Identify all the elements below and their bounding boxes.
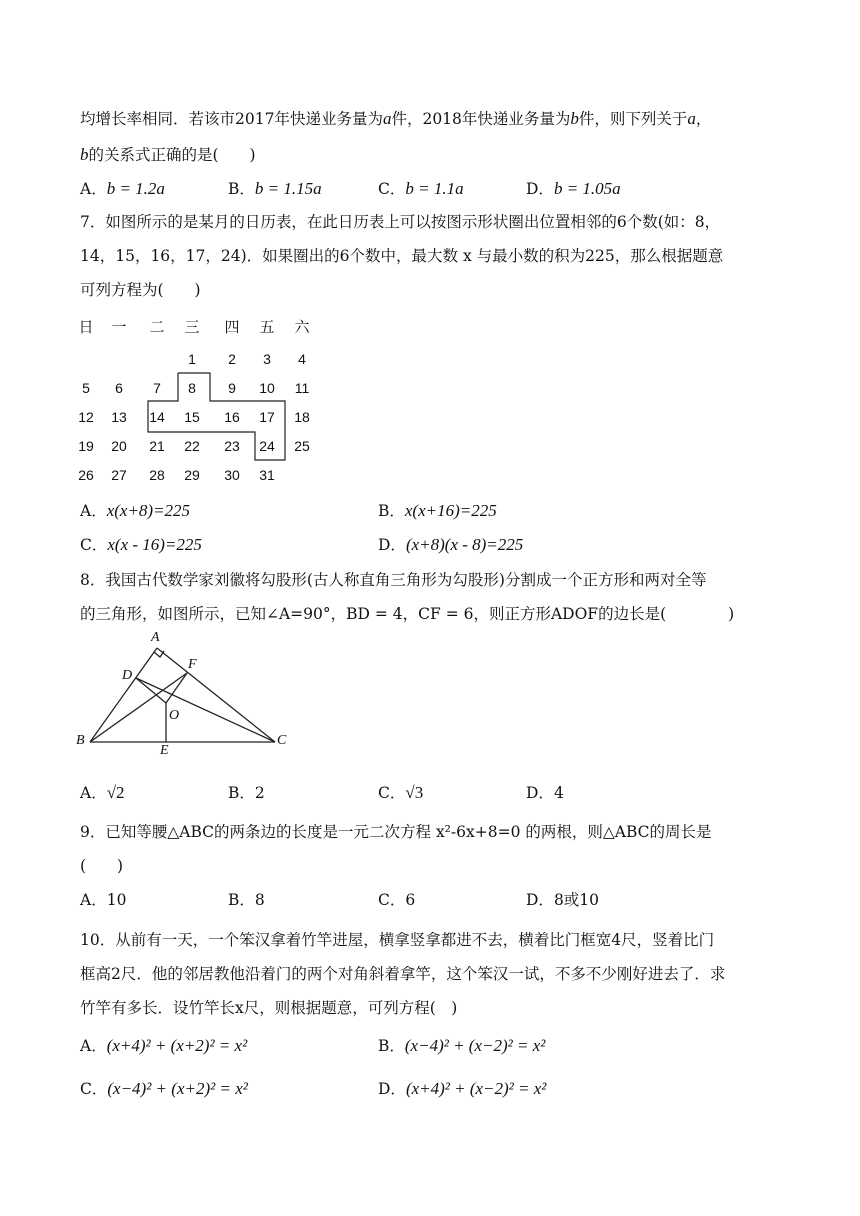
q6-text-d: ， xyxy=(695,110,712,128)
q6-var-b: b xyxy=(570,109,579,128)
q6-var-b2: b xyxy=(80,145,89,164)
q7-option-a: A．x(x+8)=225 xyxy=(80,501,191,520)
calendar-day: 14 xyxy=(149,409,165,425)
side-ab xyxy=(90,648,157,742)
label-f: F xyxy=(188,657,197,672)
calendar-day: 6 xyxy=(115,380,123,396)
calendar-day: 3 xyxy=(263,351,271,367)
q10-option-a: A．(x+4)² + (x+2)² = x² xyxy=(80,1036,248,1055)
calendar-day: 4 xyxy=(298,351,306,367)
calendar-day: 16 xyxy=(224,409,240,425)
calendar-header-5: 五 xyxy=(259,318,275,336)
q9-option-b: B．8 xyxy=(228,891,265,909)
q6-line-2 xyxy=(80,144,780,166)
calendar-outline xyxy=(70,312,340,492)
calendar-day: 13 xyxy=(111,409,127,425)
q9-options xyxy=(80,889,800,911)
calendar-day: 23 xyxy=(224,438,240,454)
calendar-day: 19 xyxy=(78,438,94,454)
q10-line-2: 框高2尺．他的邻居教他沿着门的两个对角斜着拿竿，这个笨汉一试，不多不少刚好进去了．求 xyxy=(80,965,726,983)
q6-var-a: a xyxy=(382,109,392,128)
calendar-day: 30 xyxy=(224,467,240,483)
q9-option-c: C．6 xyxy=(378,891,416,909)
q9-option-a: A．10 xyxy=(80,891,127,909)
calendar-day: 22 xyxy=(184,438,200,454)
calendar-day: 11 xyxy=(294,380,310,396)
calendar-day: 12 xyxy=(78,409,94,425)
q8-option-d: D．4 xyxy=(526,784,564,802)
label-o: O xyxy=(169,708,180,723)
q6-option-d: D．b = 1.05a xyxy=(526,179,621,198)
calendar-day: 29 xyxy=(184,467,200,483)
label-b: B xyxy=(76,733,85,748)
calendar-header-3: 三 xyxy=(184,318,200,336)
calendar-day: 18 xyxy=(294,409,310,425)
q7-options-row-1 xyxy=(80,500,800,522)
q7-option-d: D．(x+8)(x - 8)=225 xyxy=(378,535,524,554)
calendar-header-4: 四 xyxy=(224,318,240,336)
calendar-day: 8 xyxy=(188,380,196,396)
q9-option-d: D．8或10 xyxy=(526,891,600,909)
calendar-day: 20 xyxy=(111,438,127,454)
q6-text-c: 件，则下列关于 xyxy=(578,110,688,128)
segment-fo xyxy=(166,673,187,703)
calendar-figure xyxy=(70,312,340,492)
calendar-day: 28 xyxy=(149,467,165,483)
calendar-day: 9 xyxy=(228,380,236,396)
q6-option-a: A．b = 1.2a xyxy=(80,179,165,198)
label-a: A xyxy=(151,630,160,645)
q10-option-d: D．(x+4)² + (x−2)² = x² xyxy=(378,1079,547,1098)
q7-line-3: 可列方程为( ) xyxy=(80,281,201,299)
q8-option-a: A．√2 xyxy=(80,783,125,802)
calendar-header-0: 日 xyxy=(78,318,94,336)
q9-line-1: 9．已知等腰△ABC的两条边的长度是一元二次方程 x²-6x+8=0 的两根，则△ABC的周长是 xyxy=(80,823,712,841)
calendar-header-6: 六 xyxy=(294,318,310,336)
q8-option-b: B．2 xyxy=(228,784,265,802)
q6-var-a2: a xyxy=(687,109,696,128)
q7-option-c: C．x(x - 16)=225 xyxy=(80,535,202,554)
q7-options-row-2 xyxy=(80,534,800,556)
label-c: C xyxy=(277,733,287,748)
q8-option-c: C．√3 xyxy=(378,783,424,802)
q8-line-1: 8．我国古代数学家刘徽将勾股形(古人称直角三角形为勾股形)分割成一个正方形和两对全等 xyxy=(80,571,707,589)
calendar-day: 21 xyxy=(149,438,165,454)
q6-option-c: C．b = 1.1a xyxy=(378,179,464,198)
q10-options-row-2 xyxy=(80,1078,800,1100)
label-e: E xyxy=(160,743,169,758)
calendar-day: 26 xyxy=(78,467,94,483)
q10-option-c: C．(x−4)² + (x+2)² = x² xyxy=(80,1079,248,1098)
calendar-day: 17 xyxy=(259,409,275,425)
calendar-day: 5 xyxy=(82,380,90,396)
calendar-day: 1 xyxy=(188,351,196,367)
calendar-header-1: 一 xyxy=(111,318,127,336)
calendar-day: 24 xyxy=(259,438,275,454)
q7-line-2: 14，15，16，17，24)．如果圈出的6个数中，最大数 x 与最小数的积为225，那么根据题意 xyxy=(80,247,724,265)
q6-text-e: 的关系式正确的是( ) xyxy=(88,146,256,164)
calendar-day: 7 xyxy=(153,380,161,396)
q6-text-b: 件，2018年快递业务量为 xyxy=(391,110,571,128)
calendar-day: 10 xyxy=(259,380,275,396)
q10-options-row-1 xyxy=(80,1035,800,1057)
calendar-day: 31 xyxy=(259,467,275,483)
q6-line-1 xyxy=(80,108,780,130)
label-d: D xyxy=(122,668,133,683)
calendar-day: 27 xyxy=(111,467,127,483)
triangle-figure xyxy=(70,630,300,762)
q8-line-2: 的三角形，如图所示，已知∠A=90°，BD = 4，CF = 6，则正方形ADOF的边长是( ) xyxy=(80,605,735,623)
q8-options xyxy=(80,782,800,804)
q6-options xyxy=(80,178,800,200)
triangle-diagram xyxy=(70,636,300,762)
q10-option-b: B．(x−4)² + (x−2)² = x² xyxy=(378,1036,546,1055)
q10-line-1: 10．从前有一天，一个笨汉拿着竹竿进屋，横拿竖拿都进不去，横着比门框宽4尺，竖着比门 xyxy=(80,931,715,949)
calendar-day: 25 xyxy=(294,438,310,454)
segment-dc xyxy=(136,678,275,742)
q7-line-1: 7．如图所示的是某月的日历表，在此日历表上可以按图示形状圈出位置相邻的6个数(如：8， xyxy=(80,213,721,231)
calendar-day: 2 xyxy=(228,351,236,367)
q9-line-2: ( ) xyxy=(80,857,124,875)
q10-line-3: 竹竿有多长．设竹竿长x尺，则根据题意，可列方程( ) xyxy=(80,999,458,1017)
side-ac xyxy=(157,648,275,742)
q6-option-b: B．b = 1.15a xyxy=(228,179,322,198)
q7-option-b: B．x(x+16)=225 xyxy=(378,501,497,520)
calendar-day: 15 xyxy=(184,409,200,425)
q6-text-a: 均增长率相同．若该市2017年快递业务量为 xyxy=(80,110,383,128)
calendar-header-2: 二 xyxy=(149,318,165,336)
